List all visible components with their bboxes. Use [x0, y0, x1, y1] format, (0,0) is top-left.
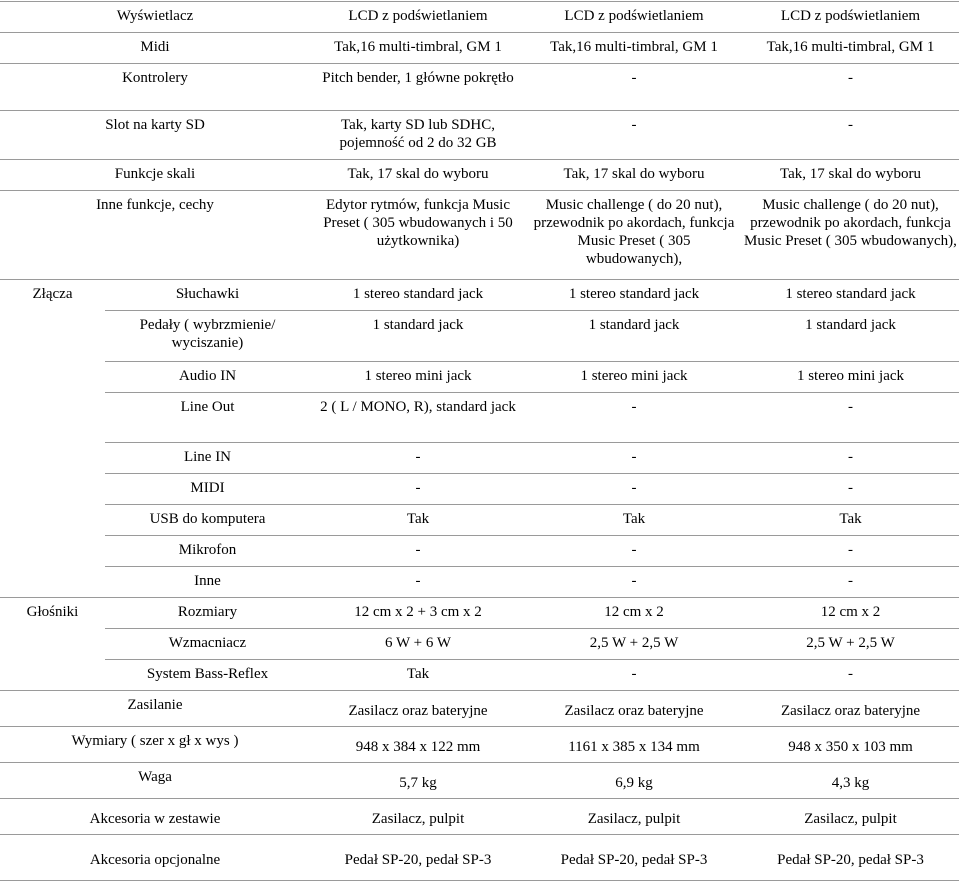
row-bass-reflex	[0, 660, 959, 691]
row-akcesoria-opcjonalne	[0, 835, 959, 881]
cell-value-1: Zasilacz, pulpit	[310, 799, 526, 835]
cell-value-2: -	[526, 111, 742, 160]
cell-value-1: 1 stereo standard jack	[310, 280, 526, 311]
row-line-out	[0, 393, 959, 443]
cell-value-1: Zasilacz oraz bateryjne	[310, 691, 526, 727]
row-label: Midi	[0, 33, 310, 64]
row-label: USB do komputera	[105, 505, 310, 536]
cell-value-3: 4,3 kg	[742, 763, 959, 799]
cell-value-3: -	[742, 111, 959, 160]
cell-value-2: LCD z podświetlaniem	[526, 2, 742, 33]
cell-value-3: -	[742, 443, 959, 474]
row-label: Audio IN	[105, 362, 310, 393]
cell-value-3: Tak, 17 skal do wyboru	[742, 160, 959, 191]
cell-value-1: 2 ( L / MONO, R), standard jack	[310, 393, 526, 443]
cell-value-3: 2,5 W + 2,5 W	[742, 629, 959, 660]
row-label: Waga	[0, 763, 310, 799]
spec-table	[0, 1, 959, 881]
cell-value-1: Tak, karty SD lub SDHC, pojemność od 2 do 32 GB	[310, 111, 526, 160]
cell-value-2: 12 cm x 2	[526, 598, 742, 629]
cell-value-3: -	[742, 393, 959, 443]
cell-value-2: Music challenge ( do 20 nut), przewodnik po akordach, funkcja Music Preset ( 305 wbudowanych),	[526, 191, 742, 280]
cell-value-1: Pitch bender, 1 główne pokrętło	[310, 64, 526, 111]
row-usb	[0, 505, 959, 536]
row-mikrofon	[0, 536, 959, 567]
row-midi	[0, 33, 959, 64]
row-midi-port	[0, 474, 959, 505]
row-sluchawki	[0, 280, 959, 311]
cell-value-1: 12 cm x 2 + 3 cm x 2	[310, 598, 526, 629]
row-wyswietlacz	[0, 2, 959, 33]
row-line-in	[0, 443, 959, 474]
row-label: Wymiary ( szer x gł x wys )	[0, 727, 310, 763]
row-label: Inne	[105, 567, 310, 598]
cell-value-2: -	[526, 393, 742, 443]
cell-value-2: -	[526, 474, 742, 505]
cell-value-1: LCD z podświetlaniem	[310, 2, 526, 33]
cell-value-1: Pedał SP-20, pedał SP-3	[310, 835, 526, 881]
cell-value-3: -	[742, 536, 959, 567]
cell-value-2: 1 standard jack	[526, 311, 742, 362]
cell-value-3: Zasilacz oraz bateryjne	[742, 691, 959, 727]
cell-value-3: -	[742, 64, 959, 111]
cell-value-1: -	[310, 474, 526, 505]
cell-value-3: Pedał SP-20, pedał SP-3	[742, 835, 959, 881]
cell-value-2: -	[526, 567, 742, 598]
group-label-glosniki: Głośniki	[0, 598, 105, 691]
cell-value-2: -	[526, 443, 742, 474]
row-slot-sd	[0, 111, 959, 160]
cell-value-1: Edytor rytmów, funkcja Music Preset ( 305 wbudowanych i 50 użytkownika)	[310, 191, 526, 280]
row-label: Line Out	[105, 393, 310, 443]
cell-value-3: Tak	[742, 505, 959, 536]
row-label: Rozmiary	[105, 598, 310, 629]
row-label: System Bass-Reflex	[105, 660, 310, 691]
cell-value-1: 1 standard jack	[310, 311, 526, 362]
cell-value-1: -	[310, 567, 526, 598]
row-wzmacniacz	[0, 629, 959, 660]
cell-value-1: Tak, 17 skal do wyboru	[310, 160, 526, 191]
row-inne-funkcje	[0, 191, 959, 280]
cell-value-2: Tak,16 multi-timbral, GM 1	[526, 33, 742, 64]
cell-value-3: -	[742, 474, 959, 505]
cell-value-1: 948 x 384 x 122 mm	[310, 727, 526, 763]
cell-value-2: 1 stereo standard jack	[526, 280, 742, 311]
row-label: Mikrofon	[105, 536, 310, 567]
cell-value-2: -	[526, 536, 742, 567]
row-wymiary	[0, 727, 959, 763]
row-audio-in	[0, 362, 959, 393]
cell-value-3: LCD z podświetlaniem	[742, 2, 959, 33]
cell-value-2: Zasilacz, pulpit	[526, 799, 742, 835]
row-rozmiary	[0, 598, 959, 629]
cell-value-2: -	[526, 660, 742, 691]
row-label: Wzmacniacz	[105, 629, 310, 660]
row-akcesoria	[0, 799, 959, 835]
cell-value-1: -	[310, 443, 526, 474]
cell-value-3: 1 stereo mini jack	[742, 362, 959, 393]
row-label: Akcesoria w zestawie	[0, 799, 310, 835]
row-label: Funkcje skali	[0, 160, 310, 191]
cell-value-1: 1 stereo mini jack	[310, 362, 526, 393]
cell-value-1: Tak,16 multi-timbral, GM 1	[310, 33, 526, 64]
cell-value-2: 2,5 W + 2,5 W	[526, 629, 742, 660]
cell-value-2: 1 stereo mini jack	[526, 362, 742, 393]
row-pedaly	[0, 311, 959, 362]
row-zasilanie	[0, 691, 959, 727]
cell-value-3: Music challenge ( do 20 nut), przewodnik po akordach, funkcja Music Preset ( 305 wbudowanych),	[742, 191, 959, 280]
row-kontrolery	[0, 64, 959, 111]
cell-value-1: Tak	[310, 505, 526, 536]
cell-value-1: -	[310, 536, 526, 567]
row-inne-zlacza	[0, 567, 959, 598]
cell-value-3: -	[742, 660, 959, 691]
row-label: MIDI	[105, 474, 310, 505]
row-label: Pedały ( wybrzmienie/ wyciszanie)	[105, 311, 310, 362]
cell-value-3: 1 standard jack	[742, 311, 959, 362]
cell-value-3: 1 stereo standard jack	[742, 280, 959, 311]
cell-value-3: 12 cm x 2	[742, 598, 959, 629]
row-label: Akcesoria opcjonalne	[0, 835, 310, 881]
cell-value-3: -	[742, 567, 959, 598]
row-label: Kontrolery	[0, 64, 310, 111]
row-label: Zasilanie	[0, 691, 310, 727]
row-label: Inne funkcje, cechy	[0, 191, 310, 280]
row-waga	[0, 763, 959, 799]
cell-value-2: -	[526, 64, 742, 111]
row-funkcje-skali	[0, 160, 959, 191]
cell-value-3: Tak,16 multi-timbral, GM 1	[742, 33, 959, 64]
group-label-zlacza: Złącza	[0, 280, 105, 598]
cell-value-2: Tak, 17 skal do wyboru	[526, 160, 742, 191]
row-label: Line IN	[105, 443, 310, 474]
cell-value-1: 5,7 kg	[310, 763, 526, 799]
cell-value-2: Tak	[526, 505, 742, 536]
row-label: Słuchawki	[105, 280, 310, 311]
row-label: Wyświetlacz	[0, 2, 310, 33]
cell-value-2: 6,9 kg	[526, 763, 742, 799]
cell-value-3: Zasilacz, pulpit	[742, 799, 959, 835]
row-label: Slot na karty SD	[0, 111, 310, 160]
cell-value-2: Pedał SP-20, pedał SP-3	[526, 835, 742, 881]
cell-value-2: 1161 x 385 x 134 mm	[526, 727, 742, 763]
cell-value-3: 948 x 350 x 103 mm	[742, 727, 959, 763]
cell-value-2: Zasilacz oraz bateryjne	[526, 691, 742, 727]
cell-value-1: 6 W + 6 W	[310, 629, 526, 660]
cell-value-1: Tak	[310, 660, 526, 691]
